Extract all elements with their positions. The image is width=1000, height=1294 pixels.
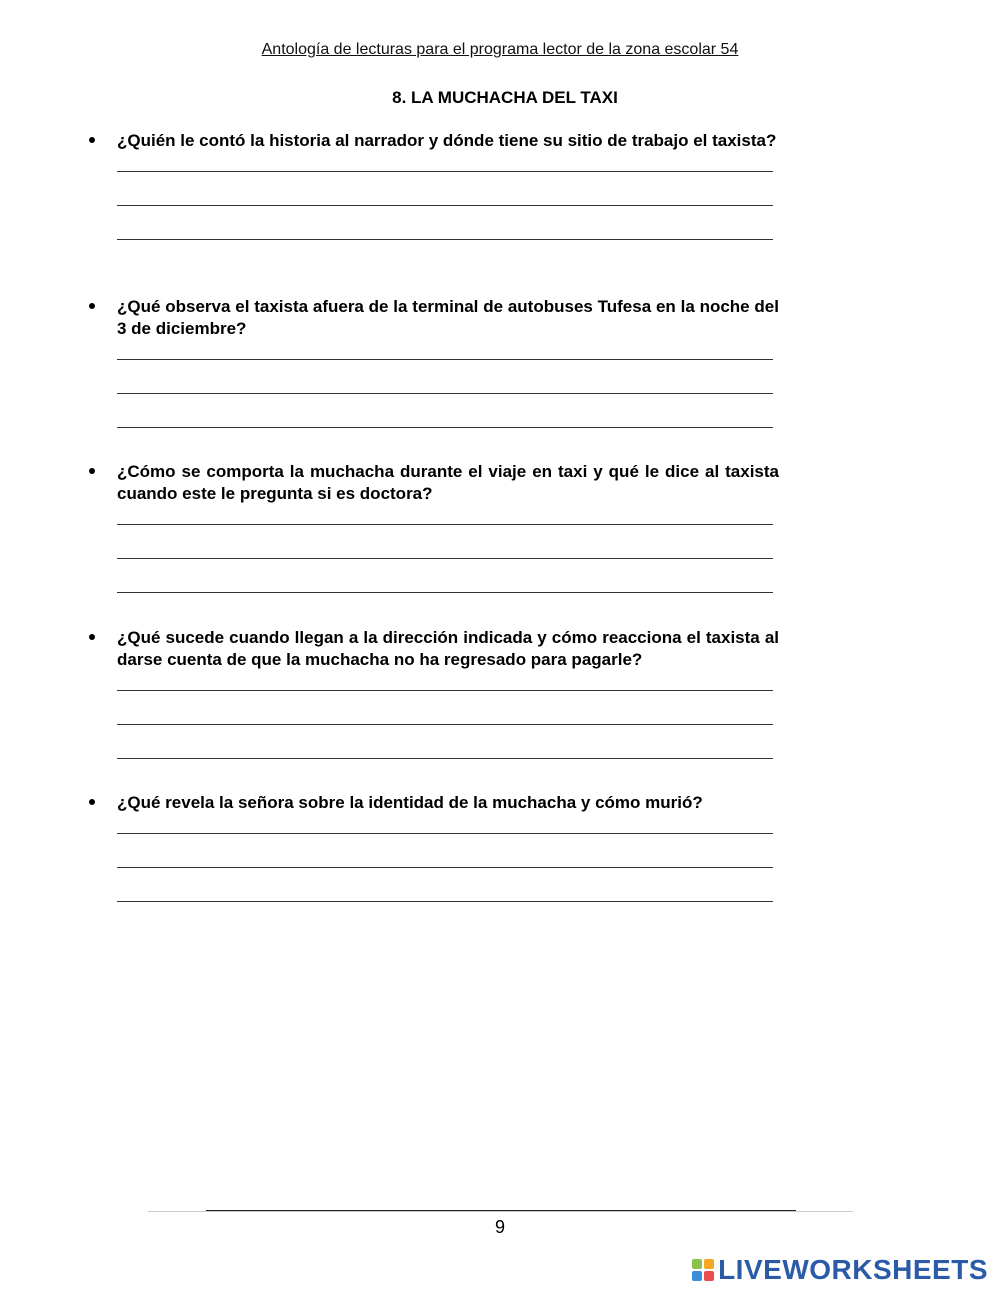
page-number: 9 [494, 1217, 505, 1237]
answer-line[interactable] [117, 723, 773, 725]
question-text: ¿Qué sucede cuando llegan a la dirección indicada y cómo reacciona el taxista al darse cuenta de que la muchacha no ha regresado para pagarle? [117, 628, 779, 669]
question-block-2 [89, 296, 779, 428]
answer-line[interactable] [117, 426, 773, 428]
bullet-icon [89, 137, 95, 143]
answer-line[interactable] [117, 358, 773, 360]
brand-text: LIVEWORKSHEETS [718, 1254, 988, 1285]
answer-line[interactable] [117, 866, 773, 868]
bullet-icon [89, 634, 95, 640]
answer-line[interactable] [117, 170, 773, 172]
answer-line[interactable] [117, 689, 773, 691]
question-text: ¿Qué observa el taxista afuera de la terminal de autobuses Tufesa en la noche del 3 de diciembre? [117, 297, 779, 338]
logo-square-icon [692, 1259, 702, 1269]
question-text: ¿Cómo se comporta la muchacha durante el viaje en taxi y qué le dice al taxista cuando este le pregunta si es doctora? [117, 462, 779, 503]
document-header: Antología de lecturas para el programa lector de la zona escolar 54 [261, 41, 739, 58]
question-block-5 [89, 792, 779, 902]
liveworksheets-logo [692, 1254, 988, 1286]
answer-line[interactable] [117, 523, 773, 525]
question-text: ¿Quién le contó la historia al narrador y dónde tiene su sitio de trabajo el taxista? [117, 131, 777, 150]
liveworksheets-icon [692, 1259, 714, 1281]
answer-line[interactable] [117, 832, 773, 834]
logo-square-icon [704, 1259, 714, 1269]
bullet-icon [89, 303, 95, 309]
answer-line[interactable] [117, 591, 773, 593]
bullet-icon [89, 799, 95, 805]
answer-line[interactable] [117, 238, 773, 240]
answer-line[interactable] [117, 392, 773, 394]
question-block-1 [89, 130, 779, 240]
page-title: 8. LA MUCHACHA DEL TAXI [392, 88, 618, 107]
footer-divider [148, 1211, 853, 1212]
answer-line[interactable] [117, 900, 773, 902]
question-text: ¿Qué revela la señora sobre la identidad de la muchacha y cómo murió? [117, 793, 703, 812]
answer-line[interactable] [117, 557, 773, 559]
answer-line[interactable] [117, 757, 773, 759]
answer-line[interactable] [117, 204, 773, 206]
logo-square-icon [692, 1271, 702, 1281]
footer-divider-dark [206, 1210, 796, 1211]
question-block-3 [89, 461, 779, 593]
logo-square-icon [704, 1271, 714, 1281]
bullet-icon [89, 468, 95, 474]
question-block-4 [89, 627, 779, 759]
